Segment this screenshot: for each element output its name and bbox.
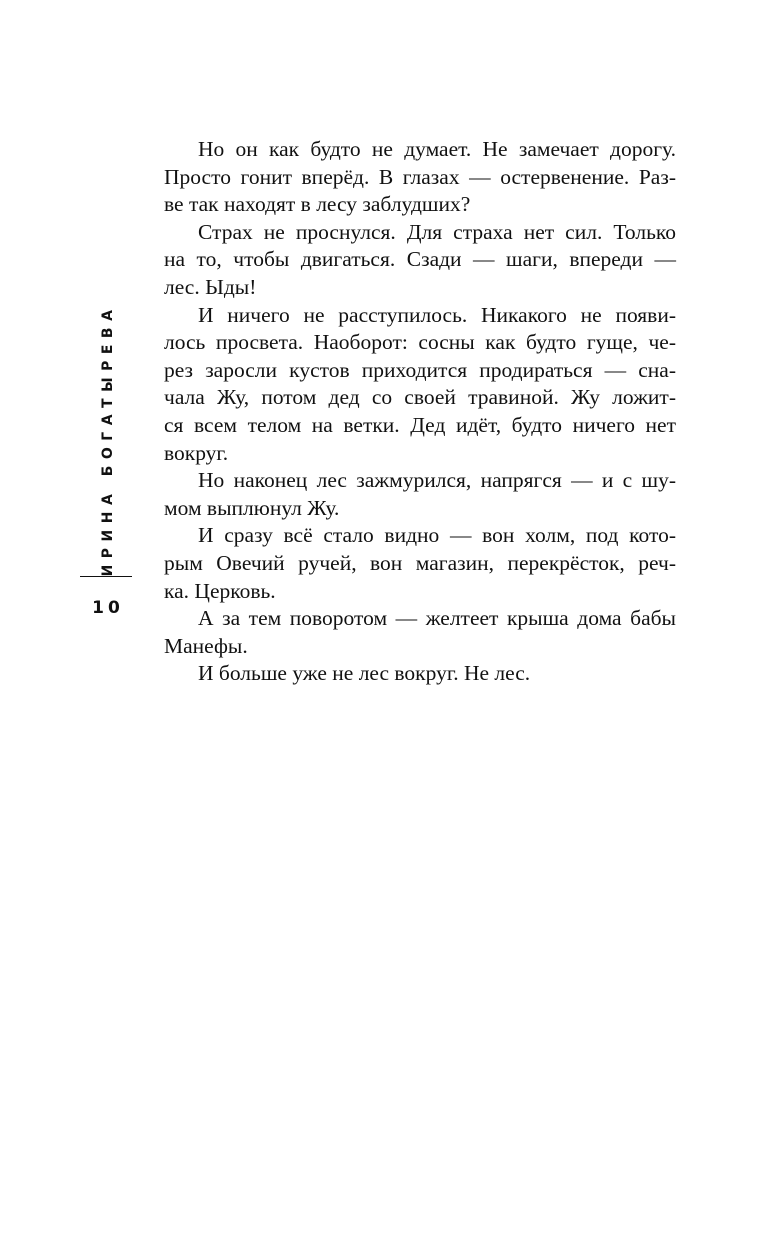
running-head-author — [88, 303, 128, 577]
text-line: А за тем поворотом — желтеет крыша дома бабы — [198, 606, 676, 631]
text-line: на то, чтобы двигаться. Сзади — шаги, впереди — — [164, 247, 676, 272]
text-line: И больше уже не лес вокруг. Не лес. — [198, 661, 531, 686]
author-name: ИРИНА БОГАТЫРЕВА — [100, 303, 116, 577]
text-line: Но он как будто не думает. Не замечает дорогу. — [198, 137, 676, 161]
text-line: Страх не проснулся. Для страха нет сил. Только — [198, 219, 676, 244]
text-line: вокруг. — [164, 440, 229, 465]
text-line: мом выплюнул Жу. — [164, 495, 340, 520]
text-line: лось просвета. Наоборот: сосны как будто гуще, че- — [164, 330, 676, 355]
text-line: Просто гонит вперёд. В глазах — остервенение. Раз- — [164, 164, 676, 189]
text-line: рым Овечий ручей, вон магазин, перекрёсток, реч- — [164, 550, 676, 575]
text-line: Манефы. — [164, 633, 248, 658]
text-line: И ничего не расступилось. Никакого не появи- — [198, 302, 676, 327]
text-line: лес. Ыды! — [164, 274, 257, 299]
page-number: 10 — [92, 598, 124, 618]
text-line: ве так находят в лесу заблудших? — [164, 192, 471, 217]
body-text — [164, 136, 676, 688]
text-line: рез заросли кустов приходится продираться — сна- — [164, 357, 676, 382]
text-line: чала Жу, потом дед со своей травиной. Жу ложит- — [164, 385, 676, 410]
text-line: ся всем телом на ветки. Дед идёт, будто ничего нет — [164, 412, 676, 437]
text-line: И сразу всё стало видно — вон холм, под кото- — [198, 523, 676, 548]
text-line: ка. Церковь. — [164, 578, 276, 603]
folio-divider — [80, 576, 132, 577]
text-line: Но наконец лес зажмурился, напрягся — и с шу- — [198, 468, 676, 493]
